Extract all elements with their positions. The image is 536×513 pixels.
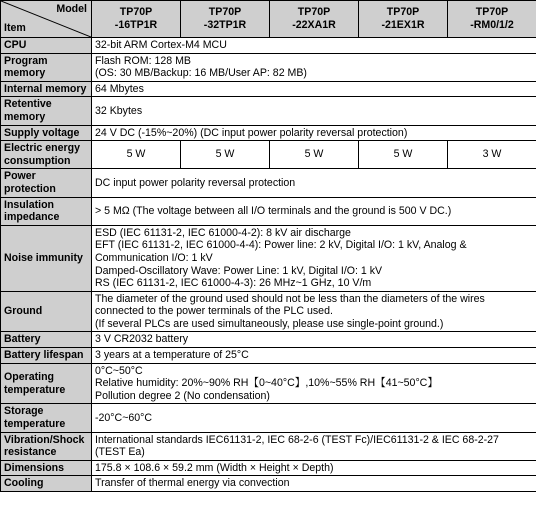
header-model-item-cell (1, 1, 92, 38)
row-value-dimensions: 175.8 × 108.6 × 59.2 mm (Width × Height × Depth) (92, 460, 536, 476)
row-label-cpu: CPU (1, 38, 92, 54)
row-label-retentive-memory: Retentive memory (1, 97, 92, 125)
table-row (1, 38, 536, 54)
table-row (1, 81, 536, 97)
table-row (1, 169, 536, 197)
energy-value-cell: 5 W (181, 141, 270, 169)
table-row (1, 141, 536, 169)
row-value-power-protection: DC input power polarity reversal protection (92, 169, 536, 197)
table-row (1, 332, 536, 348)
row-label-cooling: Cooling (1, 476, 92, 492)
table-row (1, 125, 536, 141)
row-value-battery: 3 V CR2032 battery (92, 332, 536, 348)
table-row (1, 197, 536, 225)
table-row (1, 348, 536, 364)
row-label-storage-temperature: Storage temperature (1, 404, 92, 432)
table-row (1, 53, 536, 81)
item-header-label: Item (4, 22, 26, 35)
row-value-battery-lifespan: 3 years at a temperature of 25°C (92, 348, 536, 364)
table-row (1, 291, 536, 332)
row-label-power-protection: Power protection (1, 169, 92, 197)
table-row (1, 225, 536, 291)
row-value-vibration-shock: International standards IEC61131-2, IEC 68-2-6 (TEST Fc)/IEC61131-2 & IEC 68-2-27 (TEST Ea) (92, 432, 536, 460)
row-value-noise-immunity: ESD (IEC 61131-2, IEC 61000-4-2): 8 kV air discharge EFT (IEC 61131-2, IEC 61000-4-4): Power line: 2 kV, Digital I/O: 1 kV, Analog & Communication I/O: 1 kV Damped-Oscillatory Wave: Power Line: 1 kV, Digital I/O: 1 kV RS (IEC 61131-2, IEC 61000-4-3): 26 MHz~1 GHz, 10 V/m (92, 225, 536, 291)
row-label-internal-memory: Internal memory (1, 81, 92, 97)
table-row (1, 404, 536, 432)
row-value-ground: The diameter of the ground used should not be less than the diameters of the wires connected to the power terminals of the PLC used. (If several PLCs are used simultaneously, please use single-point ground.) (92, 291, 536, 332)
table-row (1, 476, 536, 492)
row-value-insulation: > 5 MΩ (The voltage between all I/O terminals and the ground is 500 V DC.) (92, 197, 536, 225)
row-label-battery: Battery (1, 332, 92, 348)
energy-value-cell: 3 W (448, 141, 536, 169)
row-label-operating-temperature: Operating temperature (1, 363, 92, 404)
table-row (1, 97, 536, 125)
table-row (1, 432, 536, 460)
row-value-cpu: 32-bit ARM Cortex-M4 MCU (92, 38, 536, 54)
row-label-battery-lifespan: Battery lifespan (1, 348, 92, 364)
row-label-ground: Ground (1, 291, 92, 332)
row-label-energy-consumption: Electric energy consumption (1, 141, 92, 169)
row-label-vibration-shock: Vibration/Shock resistance (1, 432, 92, 460)
table-row (1, 363, 536, 404)
model-header-label: Model (56, 3, 87, 15)
row-label-program-memory: Program memory (1, 53, 92, 81)
energy-value-cell: 5 W (359, 141, 448, 169)
row-value-operating-temperature: 0°C~50°C Relative humidity: 20%~90% RH【0~40°C】,10%~55% RH【41~50°C】 Pollution degree 2 (No condensation) (92, 363, 536, 404)
model-column-header: TP70P -21EX1R (359, 1, 448, 38)
model-column-header: TP70P -32TP1R (181, 1, 270, 38)
energy-value-cell: 5 W (92, 141, 181, 169)
row-value-storage-temperature: -20°C~60°C (92, 404, 536, 432)
energy-value-cell: 5 W (270, 141, 359, 169)
row-value-program-memory: Flash ROM: 128 MB (OS: 30 MB/Backup: 16 MB/User AP: 82 MB) (92, 53, 536, 81)
header-row (1, 1, 536, 38)
row-label-noise-immunity: Noise immunity (1, 225, 92, 291)
row-value-internal-memory: 64 Mbytes (92, 81, 536, 97)
row-value-retentive-memory: 32 Kbytes (92, 97, 536, 125)
model-column-header: TP70P -RM0/1/2 (448, 1, 536, 38)
table-row (1, 460, 536, 476)
row-label-dimensions: Dimensions (1, 460, 92, 476)
row-label-supply-voltage: Supply voltage (1, 125, 92, 141)
row-value-cooling: Transfer of thermal energy via convection (92, 476, 536, 492)
model-column-header: TP70P -22XA1R (270, 1, 359, 38)
model-column-header: TP70P -16TP1R (92, 1, 181, 38)
row-value-supply-voltage: 24 V DC (-15%~20%) (DC input power polarity reversal protection) (92, 125, 536, 141)
row-label-insulation: Insulation impedance (1, 197, 92, 225)
